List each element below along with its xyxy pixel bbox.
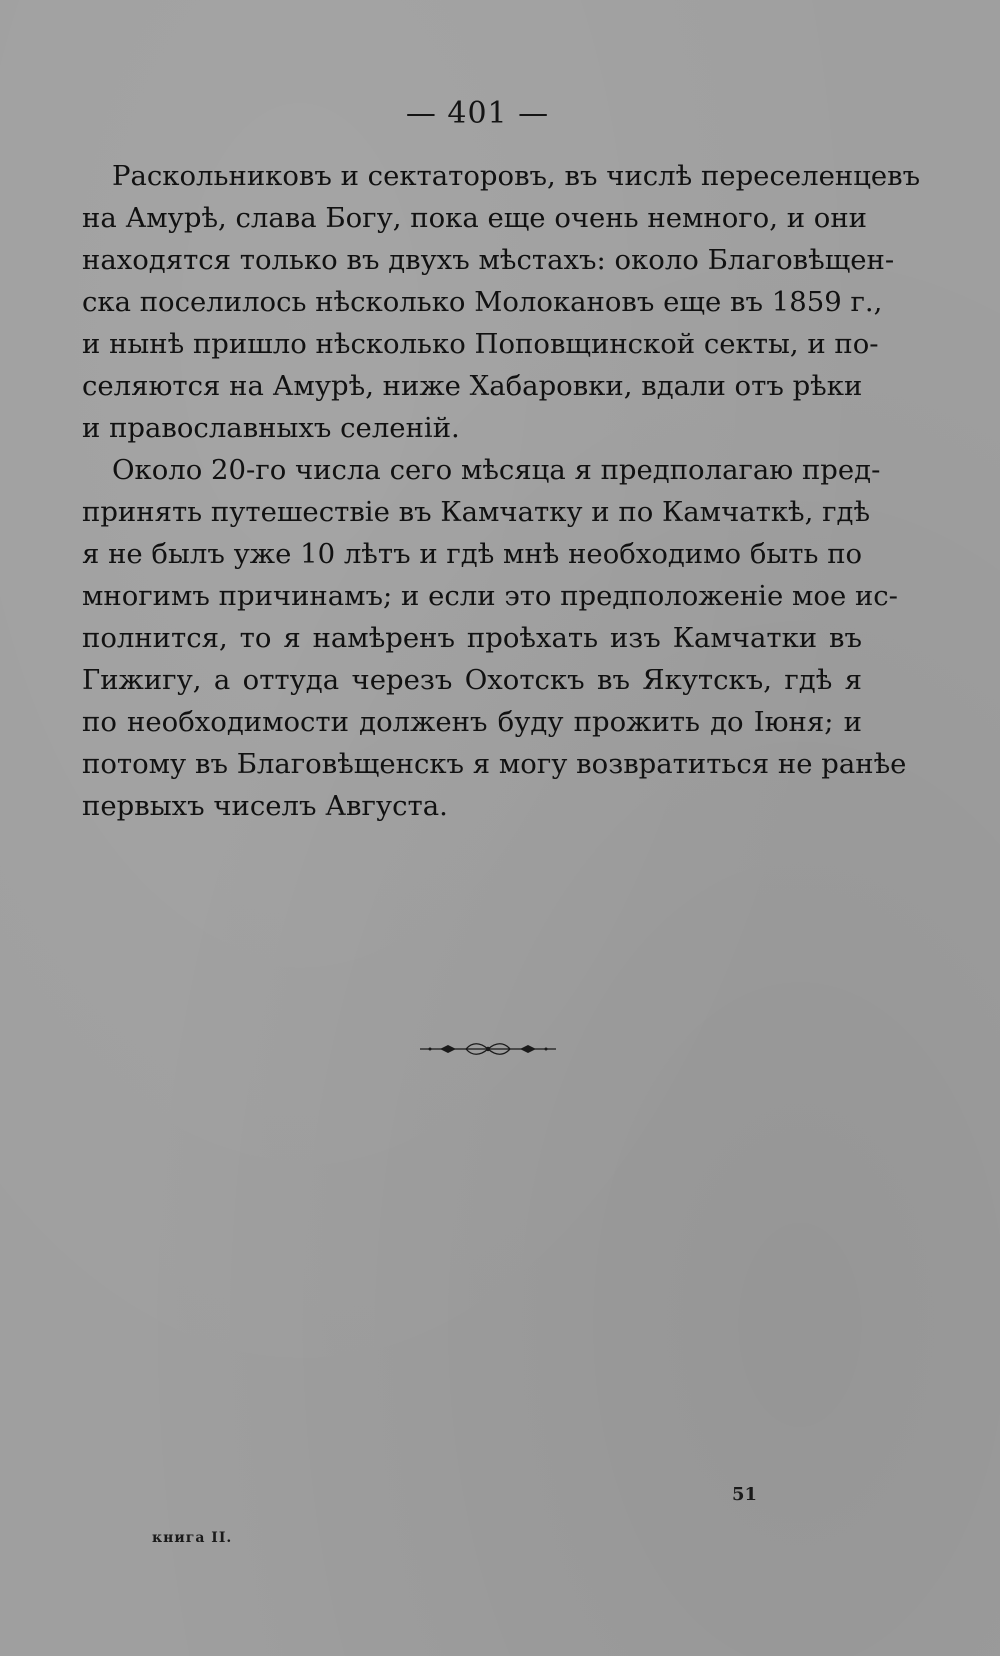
body-text xyxy=(82,155,921,827)
paragraph xyxy=(82,449,907,827)
page-number: — 401 — xyxy=(405,96,550,131)
text-line: принять путешествіе въ Камчатку и по Камчаткѣ, гдѣ xyxy=(82,496,871,528)
text-line: Гижигу, а оттуда черезъ Охотскъ въ Якутскъ, гдѣ я xyxy=(82,664,862,696)
text-line: Раскольниковъ и сектаторовъ, въ числѣ переселенцевъ xyxy=(112,160,921,192)
text-line: потому въ Благовѣщенскъ я могу возвратиться не ранѣе xyxy=(82,748,907,780)
paragraph xyxy=(82,155,921,449)
signature-mark: 51 xyxy=(732,1484,758,1505)
text-line: и нынѣ пришло нѣсколько Поповщинской секты, и по- xyxy=(82,328,879,360)
text-line: многимъ причинамъ; и если это предположеніе мое ис- xyxy=(82,580,898,612)
text-line: Около 20-го числа сего мѣсяца я предполагаю пред- xyxy=(112,454,881,486)
text-line: полнится, то я намѣренъ проѣхать изъ Камчатки въ xyxy=(82,622,862,654)
text-line: и православныхъ селеній. xyxy=(82,412,460,444)
text-line: по необходимости долженъ буду прожить до Іюня; и xyxy=(82,706,862,738)
ornament-divider-icon xyxy=(418,1038,558,1060)
text-line: на Амурѣ, слава Богу, пока еще очень немного, и они xyxy=(82,202,867,234)
text-line: селяются на Амурѣ, ниже Хабаровки, вдали отъ рѣки xyxy=(82,370,863,402)
text-line: находятся только въ двухъ мѣстахъ: около Благовѣщен- xyxy=(82,244,895,276)
book-label: книга II. xyxy=(152,1530,233,1546)
text-line: я не былъ уже 10 лѣтъ и гдѣ мнѣ необходимо быть по xyxy=(82,538,863,570)
text-line: ска поселилось нѣсколько Молокановъ еще въ 1859 г., xyxy=(82,286,883,318)
text-line: первыхъ чиселъ Августа. xyxy=(82,790,448,822)
